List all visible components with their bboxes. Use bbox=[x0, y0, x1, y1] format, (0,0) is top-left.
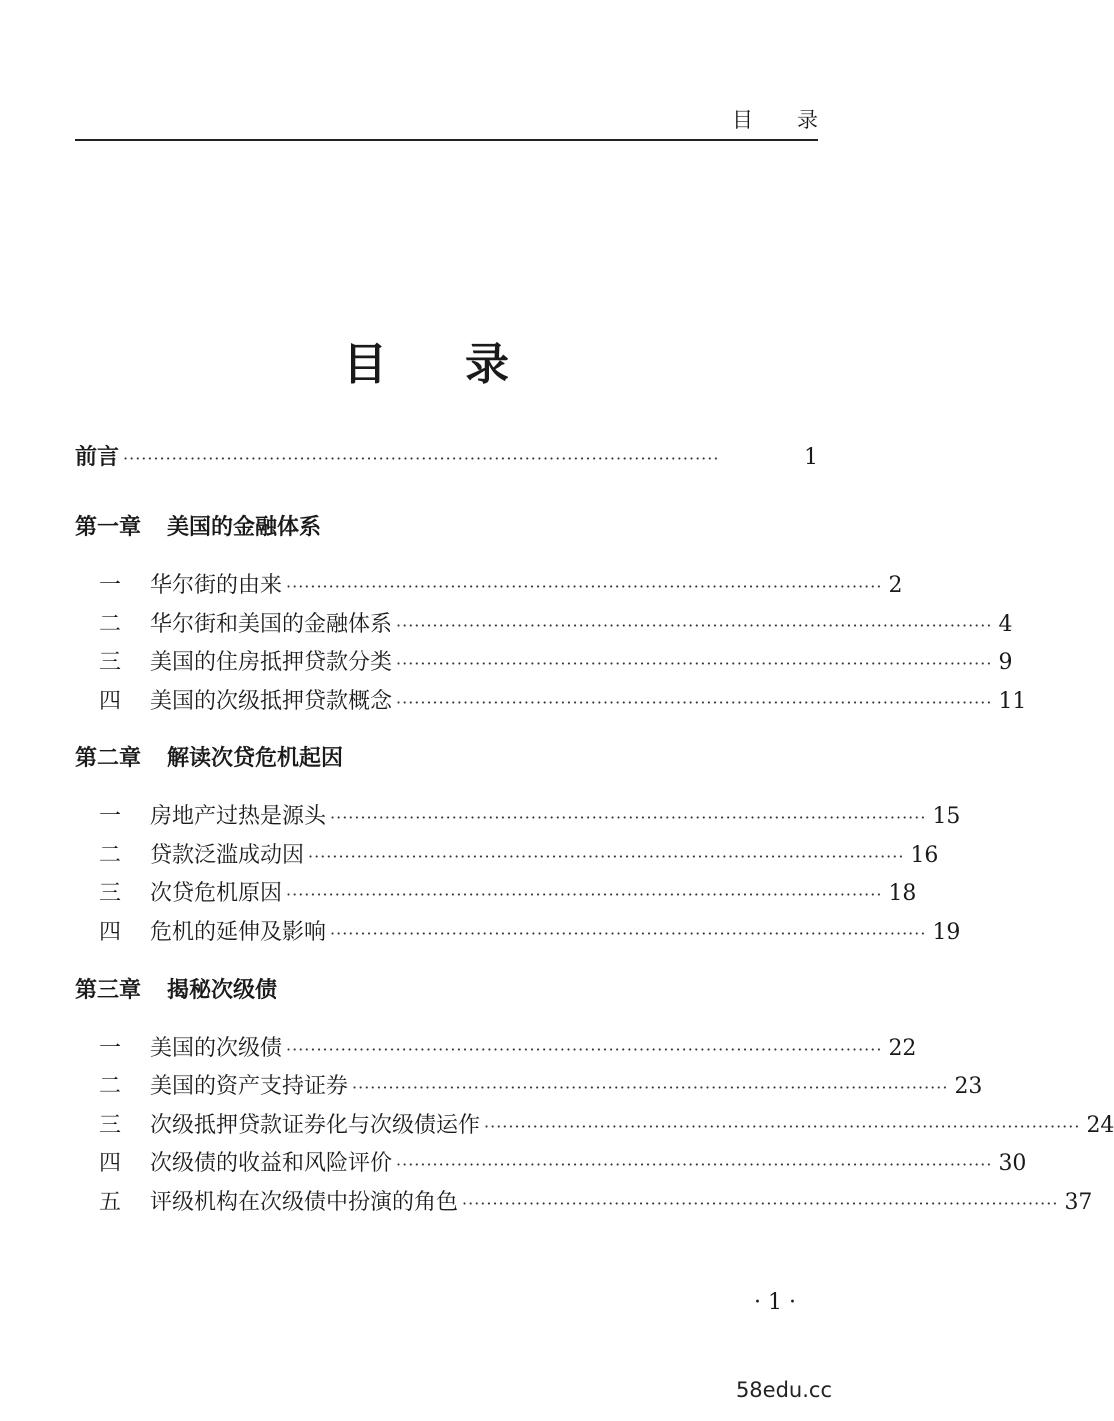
toc-entry-page: 11 bbox=[998, 689, 1027, 714]
toc-entry[interactable] bbox=[75, 1031, 917, 1061]
section-title: 次贷危机原因 bbox=[150, 881, 283, 906]
leader-dots: ·································································································· bbox=[484, 1117, 1081, 1136]
section-number: 三 bbox=[99, 881, 122, 906]
toc-entry-label bbox=[75, 1146, 392, 1177]
section-number: 四 bbox=[99, 1151, 122, 1176]
leader-dots: ·································································································· bbox=[286, 1040, 883, 1059]
page-title-char-1: 目 bbox=[343, 339, 387, 390]
section-number: 四 bbox=[99, 920, 122, 945]
section-title: 危机的延伸及影响 bbox=[150, 920, 327, 945]
toc-entry-label bbox=[75, 838, 304, 869]
section-title: 华尔街的由来 bbox=[150, 573, 283, 598]
leader-dots: ·································································································· bbox=[286, 577, 883, 596]
toc-entry-label bbox=[75, 1031, 282, 1062]
page-title-char-2: 录 bbox=[465, 339, 509, 390]
chapter-heading[interactable] bbox=[75, 741, 343, 772]
leader-dots: ·································································································· bbox=[286, 885, 883, 904]
toc-entry[interactable] bbox=[75, 607, 1013, 637]
toc-entry[interactable] bbox=[75, 1185, 1093, 1215]
section-title: 评级机构在次级债中扮演的角色 bbox=[150, 1190, 459, 1215]
running-header-char-2: 录 bbox=[797, 108, 818, 132]
leader-dots: ·································································································· bbox=[123, 449, 720, 468]
toc-entry-preface[interactable] bbox=[75, 440, 818, 470]
running-header-char-1: 目 bbox=[732, 108, 753, 132]
section-number: 一 bbox=[99, 804, 122, 829]
toc-entry-page: 30 bbox=[998, 1151, 1027, 1176]
section-title: 华尔街和美国的金融体系 bbox=[150, 612, 393, 637]
toc-entry-page: 2 bbox=[888, 573, 903, 598]
leader-dots: ·································································································· bbox=[352, 1078, 949, 1097]
toc-entry-page: 23 bbox=[954, 1074, 983, 1099]
toc-entry-page: 1 bbox=[804, 445, 818, 470]
leader-dots: ·································································································· bbox=[396, 616, 993, 635]
toc-entry-label bbox=[75, 799, 326, 830]
chapter-number: 第三章 bbox=[75, 977, 142, 1003]
leader-dots: ·································································································· bbox=[330, 808, 927, 827]
section-title: 贷款泛滥成动因 bbox=[150, 843, 305, 868]
section-number: 四 bbox=[99, 689, 122, 714]
section-number: 三 bbox=[99, 1113, 122, 1138]
leader-dots: ·································································································· bbox=[308, 847, 905, 866]
toc-entry[interactable] bbox=[75, 568, 903, 598]
toc-entry-page: 15 bbox=[932, 804, 961, 829]
section-title: 美国的次级抵押贷款概念 bbox=[150, 689, 393, 714]
section-number: 二 bbox=[99, 612, 122, 637]
section-number: 二 bbox=[99, 1074, 122, 1099]
toc-entry-label bbox=[75, 568, 282, 599]
section-number: 一 bbox=[99, 1036, 122, 1061]
watermark: 58edu.cc bbox=[735, 1378, 832, 1402]
section-number: 五 bbox=[99, 1190, 122, 1215]
toc-entry-label bbox=[75, 1185, 458, 1216]
folio-text: · 1 · bbox=[754, 1290, 796, 1315]
toc-entry-label bbox=[75, 645, 392, 676]
chapter-title: 美国的金融体系 bbox=[167, 514, 322, 540]
toc-entry[interactable] bbox=[75, 1108, 1114, 1138]
section-number: 三 bbox=[99, 650, 122, 675]
toc-entry-label: 前言 bbox=[75, 444, 120, 470]
toc-entry-label bbox=[75, 915, 326, 946]
toc-entry[interactable] bbox=[75, 1069, 983, 1099]
leader-dots: ·································································································· bbox=[330, 924, 927, 943]
toc-entry-page: 24 bbox=[1086, 1113, 1114, 1138]
chapter-heading[interactable] bbox=[75, 973, 277, 1004]
toc-entry[interactable] bbox=[75, 799, 961, 829]
toc-entry[interactable] bbox=[75, 876, 917, 906]
toc-entry[interactable] bbox=[75, 645, 1013, 675]
toc-entry-label bbox=[75, 684, 392, 715]
page-number-footer bbox=[0, 1290, 852, 1315]
toc-entry-page: 19 bbox=[932, 920, 961, 945]
section-title: 美国的次级债 bbox=[150, 1036, 283, 1061]
toc-entry-label bbox=[75, 1069, 348, 1100]
chapter-number: 第一章 bbox=[75, 514, 142, 540]
table-of-contents bbox=[75, 0, 1114, 1421]
section-number: 二 bbox=[99, 843, 122, 868]
toc-entry-page: 16 bbox=[910, 843, 939, 868]
chapter-number: 第二章 bbox=[75, 745, 142, 771]
leader-dots: ·································································································· bbox=[462, 1194, 1059, 1213]
toc-entry[interactable] bbox=[75, 684, 1027, 714]
section-title: 美国的住房抵押贷款分类 bbox=[150, 650, 393, 675]
chapter-heading[interactable] bbox=[75, 510, 321, 541]
toc-entry[interactable] bbox=[75, 838, 939, 868]
toc-entry-label bbox=[75, 607, 392, 638]
toc-entry-label bbox=[75, 876, 282, 907]
toc-entry[interactable] bbox=[75, 1146, 1027, 1176]
section-title: 次级债的收益和风险评价 bbox=[150, 1151, 393, 1176]
toc-entry-page: 4 bbox=[998, 612, 1013, 637]
section-title: 次级抵押贷款证券化与次级债运作 bbox=[150, 1113, 481, 1138]
toc-entry-page: 22 bbox=[888, 1036, 917, 1061]
section-title: 房地产过热是源头 bbox=[150, 804, 327, 829]
section-number: 一 bbox=[99, 573, 122, 598]
toc-entry-label bbox=[75, 1108, 480, 1139]
toc-entry-page: 37 bbox=[1064, 1190, 1093, 1215]
chapter-title: 揭秘次级债 bbox=[167, 977, 278, 1003]
toc-entry-page: 18 bbox=[888, 881, 917, 906]
leader-dots: ·································································································· bbox=[396, 693, 993, 712]
chapter-title: 解读次贷危机起因 bbox=[167, 745, 344, 771]
leader-dots: ·································································································· bbox=[396, 1155, 993, 1174]
leader-dots: ·································································································· bbox=[396, 654, 993, 673]
toc-entry[interactable] bbox=[75, 915, 961, 945]
section-title: 美国的资产支持证券 bbox=[150, 1074, 349, 1099]
toc-entry-page: 9 bbox=[998, 650, 1013, 675]
